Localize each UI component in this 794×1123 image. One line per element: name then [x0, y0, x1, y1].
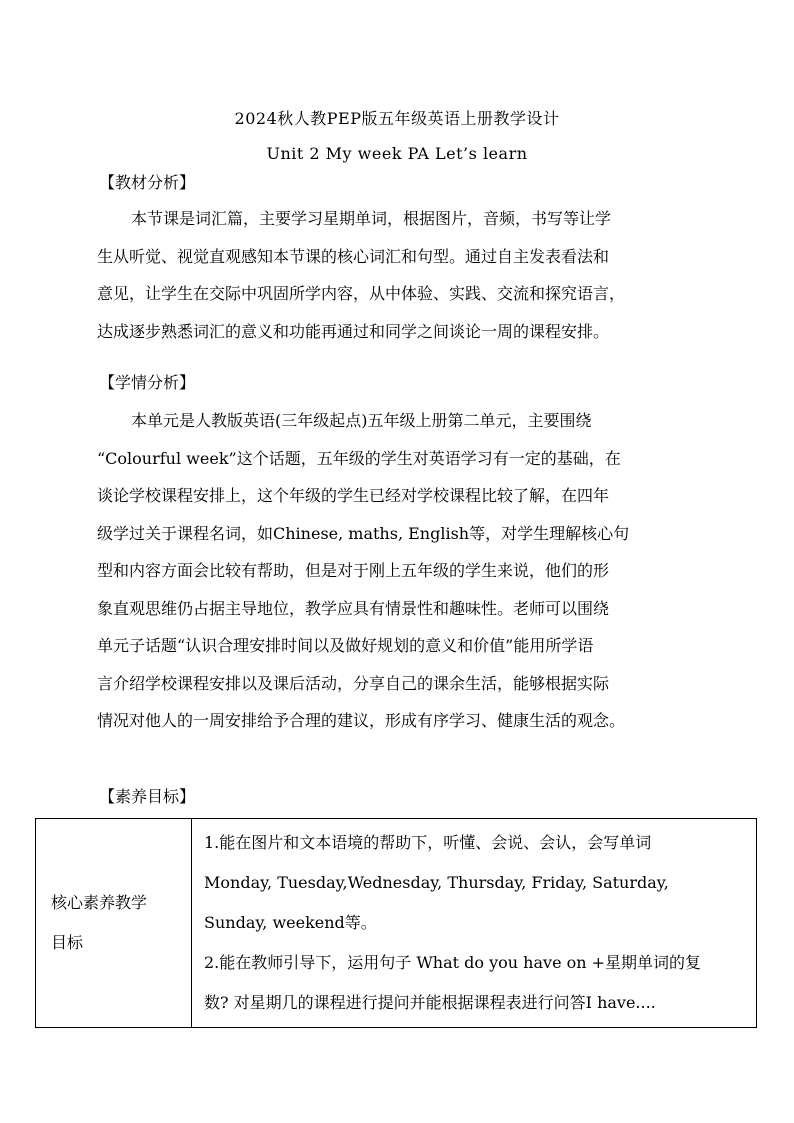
goals-content-cell [192, 819, 757, 1028]
section-heading-student-analysis: 【学情分析】 [99, 373, 196, 392]
paragraph-line: 言介绍学校课程安排以及课后活动，分享自己的课余生活，能够根据实际 [97, 673, 610, 693]
paragraph-line: 意见，让学生在交际中巩固所学内容，从中体验、实践、交流和探究语言， [97, 284, 626, 303]
paragraph-line: 象直观思维仍占据主导地位，教学应具有情景性和趣味性。老师可以围绕 [97, 598, 610, 618]
section-heading-textbook-analysis: 【教材分析】 [99, 173, 196, 192]
paragraph-line: 型和内容方面会比较有帮助，但是对于刚上五年级的学生来说，他们的形 [97, 561, 610, 580]
goal-line: 数? 对星期几的课程进行提问并能根据课程表进行问答I have.... [204, 993, 656, 1012]
paragraph-line: 达成逐步熟悉词汇的意义和功能再通过和同学之间谈论一周的课程安排。 [97, 321, 610, 341]
weekday-word: Tuesday,Wednesday, [277, 873, 443, 892]
weekday-word: Thursday, [447, 873, 527, 892]
section-heading-literacy-goals: 【素养目标】 [99, 787, 196, 806]
literacy-goals-table [35, 818, 757, 1028]
document-title: 2024秋人教PEP版五年级英语上册教学设计 [234, 109, 560, 128]
paragraph-line: 单元子话题“认识合理安排时间以及做好规划的意义和价值”能用所学语 [97, 636, 594, 655]
table-row [36, 819, 757, 1028]
goals-label-cell [36, 819, 192, 1028]
document-subtitle: Unit 2 My week PA Let’s learn [266, 144, 528, 163]
goal-line: 1.能在图片和文本语境的帮助下，听懂、会说、会认，会写单词 [204, 833, 652, 852]
paragraph-line: 本单元是人教版英语(三年级起点)五年级上册第二单元，主要围绕 [131, 411, 592, 430]
paragraph-line: 级学过关于课程名词，如Chinese, maths, English等，对学生理解核心句 [97, 523, 630, 543]
goals-label-line: 核心素养教学 [51, 893, 148, 912]
textbook-analysis-paragraph [97, 200, 707, 350]
paragraph-line: 生从听觉、视觉直观感知本节课的核心词汇和句型。通过自主发表看法和 [97, 246, 610, 266]
paragraph-line: 本节课是词汇篇，主要学习星期单词，根据图片，音频，书写等让学 [131, 209, 612, 228]
paragraph-line: “Colourful week”这个话题，五年级的学生对英语学习有一定的基础，在 [97, 448, 621, 468]
goal-line: 2.能在教师引导下，运用句子 What do you have on +星期单词的复 [204, 953, 702, 972]
paragraph-line: 情况对他人的一周安排给予合理的建议，形成有序学习、健康生活的观念。 [97, 711, 626, 730]
weekday-word: Saturday, [592, 873, 669, 892]
weekday-word: Monday, [204, 873, 273, 892]
goals-label-line: 目标 [51, 933, 84, 952]
student-analysis-paragraph [97, 402, 707, 740]
goal-line-weekdays [204, 863, 750, 903]
paragraph-line: 谈论学校课程安排上，这个年级的学生已经对学校课程比较了解，在四年 [97, 486, 610, 505]
goal-line: Sunday, weekend等。 [204, 913, 377, 932]
weekday-word: Friday, [531, 873, 588, 892]
